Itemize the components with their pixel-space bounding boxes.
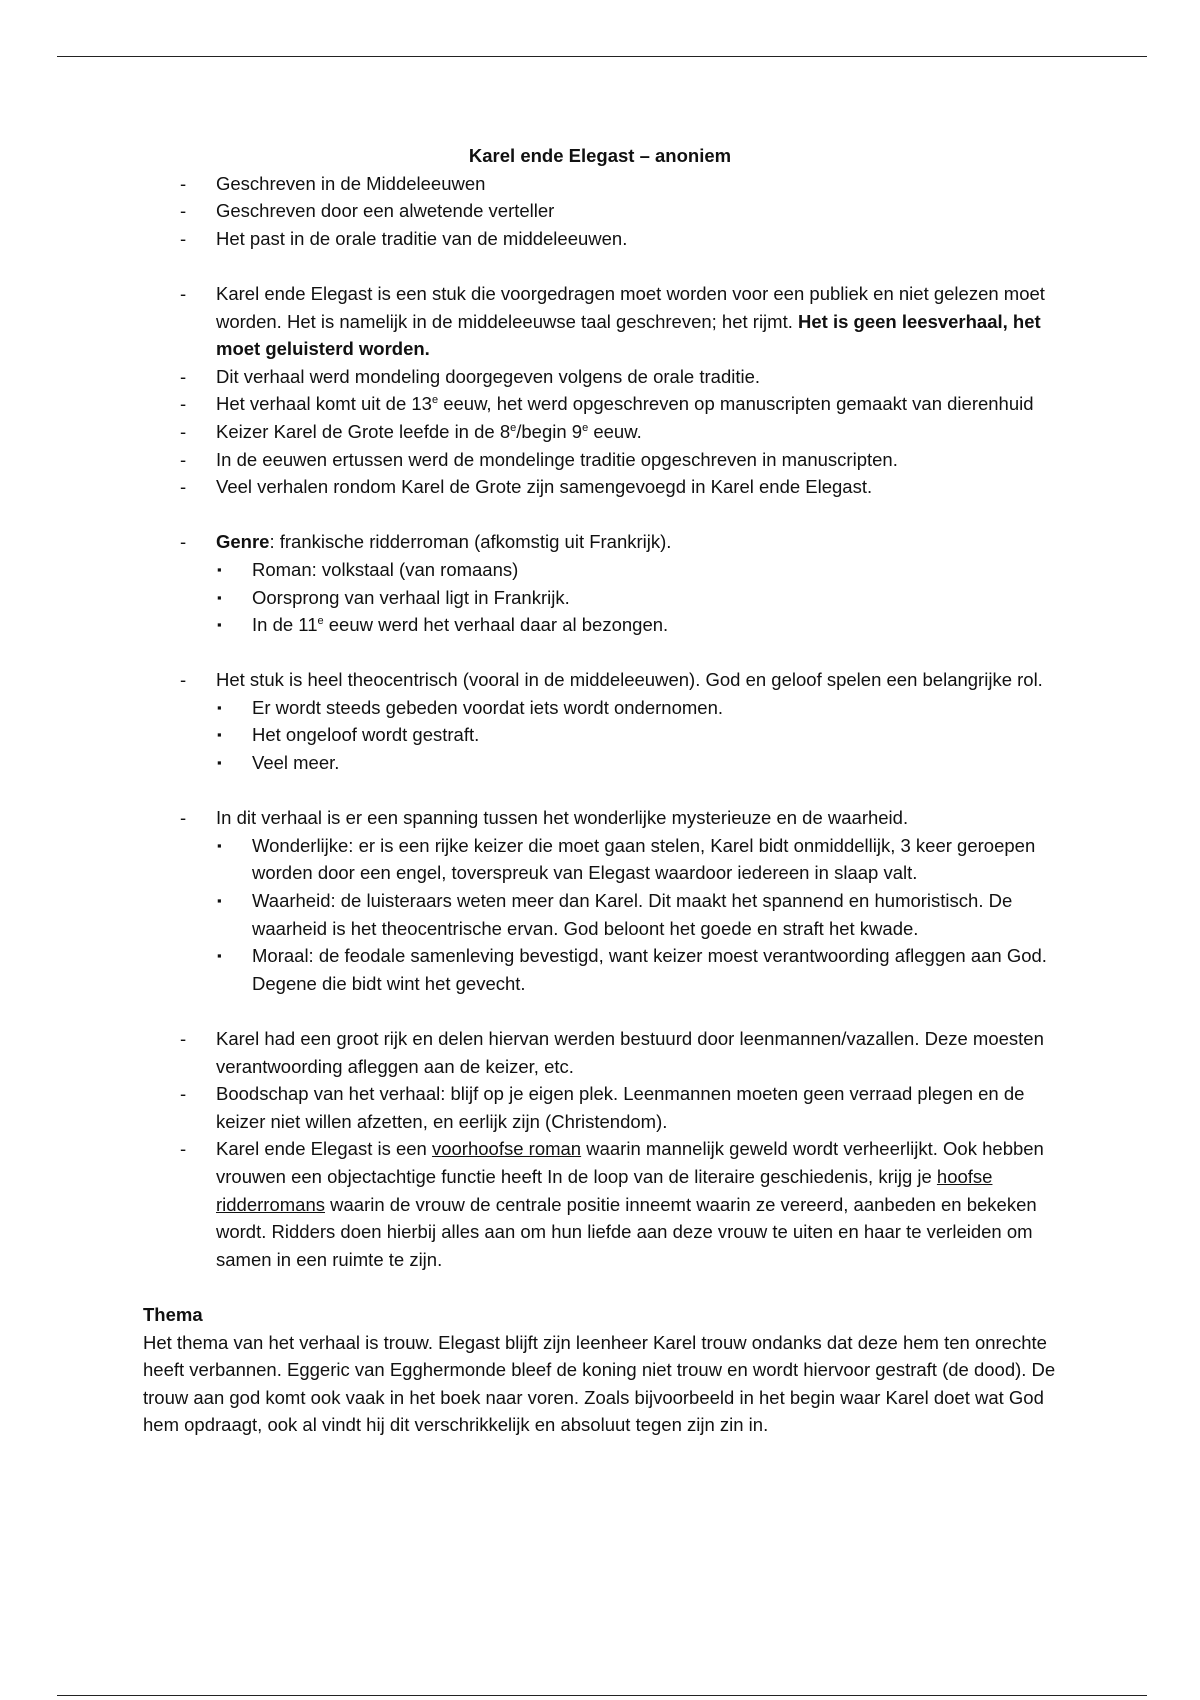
thema-paragraph: Het thema van het verhaal is trouw. Elegast blijft zijn leenheer Karel trouw ondanks dat deze hem ten onrechte heeft verbannen. Eggeric van Egghermonde bleef de koning niet trouw en wordt hiervoor gestraft (de dood). De trouw aan god komt ook vaak in het boek naar voren. Zoals bijvoorbeeld in het begin waar Karel doet wat God hem opdraagt, ook al vindt hij dit verschrikkelijk en absoluut tegen zijn zin in. [143, 1331, 1056, 1436]
spacer [0, 1273, 1200, 1301]
list-item [0, 390, 1200, 418]
document-body [0, 142, 1200, 1439]
list-item-text: In de eeuwen ertussen werd de mondelinge traditie opgeschreven in manuscripten. [216, 448, 898, 470]
dash-marker: - [180, 393, 187, 415]
dash-marker: - [180, 807, 187, 829]
square-bullet-icon: ▪ [217, 617, 222, 633]
list-item [0, 197, 1200, 225]
list-item [0, 446, 1200, 474]
sub-list-item [0, 694, 1200, 722]
sub-list-item-text: eeuw werd het verhaal daar al bezongen. [323, 614, 669, 636]
sub-list-item-text: Veel meer. [252, 752, 340, 774]
header-rule [57, 56, 1147, 57]
sub-list-item-text: Wonderlijke: er is een rijke keizer die moet gaan stelen, Karel bidt onmiddellijk, 3 keer geroepen worden door een engel, toverspreuk van Elegast waardoor iedereen in slaap valt. [252, 834, 1036, 884]
sub-list-item [0, 887, 1200, 942]
square-bullet-icon: ▪ [217, 893, 222, 909]
sub-list-item [0, 749, 1200, 777]
sub-list-item [0, 832, 1200, 887]
dash-marker: - [180, 227, 187, 249]
sub-list-item-text: In de 11 [252, 614, 318, 636]
list-item-text: Geschreven door een alwetende verteller [216, 200, 555, 222]
sub-list-item [0, 584, 1200, 612]
list-item [0, 473, 1200, 501]
list-item-text: Boodschap van het verhaal: blijf op je eigen plek. Leenmannen moeten geen verraad plegen en de keizer niet willen afzetten, en eerlijk zijn (Christendom). [216, 1083, 1025, 1132]
list-item [0, 418, 1200, 446]
dash-marker: - [180, 172, 187, 194]
dash-marker: - [180, 420, 187, 442]
dash-marker: - [180, 1138, 187, 1160]
list-item-text: Karel ende Elegast is een stuk die voorgedragen moet worden voor een publiek en niet gelezen moet worden. Het is namelijk in de middeleeuwse taal geschreven; het rijmt. [216, 282, 1045, 332]
genre-label: Genre [216, 531, 270, 553]
list-item-text: /begin 9 [516, 420, 583, 442]
thema-heading: Thema [143, 1303, 203, 1325]
document-title: Karel ende Elegast – anoniem [468, 145, 732, 166]
list-item [0, 363, 1200, 391]
square-bullet-icon: ▪ [217, 755, 222, 771]
dash-marker: - [180, 282, 187, 304]
sub-list-item-text: Het ongeloof wordt gestraft. [252, 724, 480, 746]
underlined-term: hoofse ridderromans [216, 1165, 993, 1215]
superscript: e [582, 421, 589, 434]
list-item [0, 225, 1200, 253]
list-item-text: Karel ende Elegast is een [216, 1138, 432, 1160]
list-item-text: Karel had een groot rijk en delen hiervan werden bestuurd door leenmannen/vazallen. Deze moesten verantwoording afleggen aan de keizer, etc. [216, 1028, 1044, 1077]
list-item [0, 1135, 1200, 1273]
list-item-emphasis: Het is geen leesverhaal, het moet geluisterd worden. [216, 310, 1041, 360]
spacer [0, 252, 1200, 280]
list-item [0, 666, 1200, 694]
dash-marker: - [180, 531, 187, 553]
superscript: e [510, 421, 517, 434]
sub-list-item-text: Er wordt steeds gebeden voordat iets wordt ondernomen. [252, 696, 724, 718]
list-item [0, 804, 1200, 832]
sub-list-item [0, 942, 1200, 997]
square-bullet-icon: ▪ [217, 589, 222, 605]
sub-list-item-text: Waarheid: de luisteraars weten meer dan Karel. Dit maakt het spannend en humoristisch. De waarheid is het theocentrische ervan. God beloont het goede en straft het kwade. [252, 890, 1013, 939]
dash-marker: - [180, 1028, 187, 1049]
square-bullet-icon: ▪ [217, 727, 222, 743]
list-item-text: In dit verhaal is er een spanning tussen het wonderlijke mysterieuze en de waarheid. [216, 807, 909, 829]
dash-marker: - [180, 669, 187, 691]
dash-marker: - [180, 448, 187, 470]
list-item-text: eeuw. [588, 420, 642, 442]
dash-marker: - [180, 1083, 187, 1105]
list-item-text: : frankische ridderroman (afkomstig uit Frankrijk). [269, 531, 672, 553]
spacer [0, 639, 1200, 667]
dash-marker: - [180, 200, 187, 222]
superscript: e [431, 394, 439, 407]
sub-list-item-text: Moraal: de feodale samenleving bevestigd, want keizer moest verantwoording afleggen aan God. Degene die bidt wint het gevecht. [252, 945, 1047, 994]
list-item-text: eeuw, het werd opgeschreven op manuscripten gemaakt van dierenhuid [438, 393, 1034, 415]
list-item [0, 1080, 1200, 1135]
sub-list-item [0, 721, 1200, 749]
list-item-text: Dit verhaal werd mondeling doorgegeven volgens de orale traditie. [216, 365, 761, 387]
sub-list-item [0, 556, 1200, 584]
square-bullet-icon: ▪ [217, 948, 222, 964]
spacer [0, 501, 1200, 529]
spacer [0, 777, 1200, 805]
square-bullet-icon: ▪ [217, 561, 222, 577]
spacer [0, 997, 1200, 1025]
list-item-text: Geschreven in de Middeleeuwen [216, 172, 486, 194]
superscript: e [317, 614, 324, 627]
footer-rule [57, 1695, 1147, 1696]
dash-marker: - [180, 476, 187, 498]
list-item [0, 170, 1200, 198]
underlined-term: voorhoofse roman [431, 1138, 582, 1160]
list-item [0, 280, 1200, 363]
list-item-text: Het past in de orale traditie van de middeleeuwen. [216, 227, 628, 249]
list-item [0, 1025, 1200, 1080]
list-item-text: Het verhaal komt uit de 13 [216, 393, 432, 415]
list-item-text: Het stuk is heel theocentrisch (vooral in de middeleeuwen). God en geloof spelen een belangrijke rol. [216, 669, 1043, 691]
square-bullet-icon: ▪ [217, 699, 222, 715]
dash-marker: - [180, 365, 187, 387]
list-item-text: waarin mannelijk geweld wordt verheerlijkt. Ook hebben vrouwen een objectachtige functie heeft In de loop van de literaire geschiedenis, krijg je [216, 1138, 1044, 1187]
list-item-text: Keizer Karel de Grote leefde in de 8 [216, 420, 511, 442]
list-item-text: Veel verhalen rondom Karel de Grote zijn samengevoegd in Karel ende Elegast. [216, 476, 873, 498]
list-item [0, 528, 1200, 556]
list-item-text: waarin de vrouw de centrale positie inneemt waarin ze vereerd, aanbeden en bekeken wordt. Ridders doen hierbij alles aan om hun liefde aan deze vrouw te uiten en haar te verleiden om samen in een ruimte te zijn. [216, 1193, 1037, 1270]
sub-list-item [0, 611, 1200, 639]
square-bullet-icon: ▪ [217, 837, 222, 853]
sub-list-item-text: Roman: volkstaal (van romaans) [252, 558, 519, 580]
sub-list-item-text: Oorsprong van verhaal ligt in Frankrijk. [252, 586, 570, 608]
